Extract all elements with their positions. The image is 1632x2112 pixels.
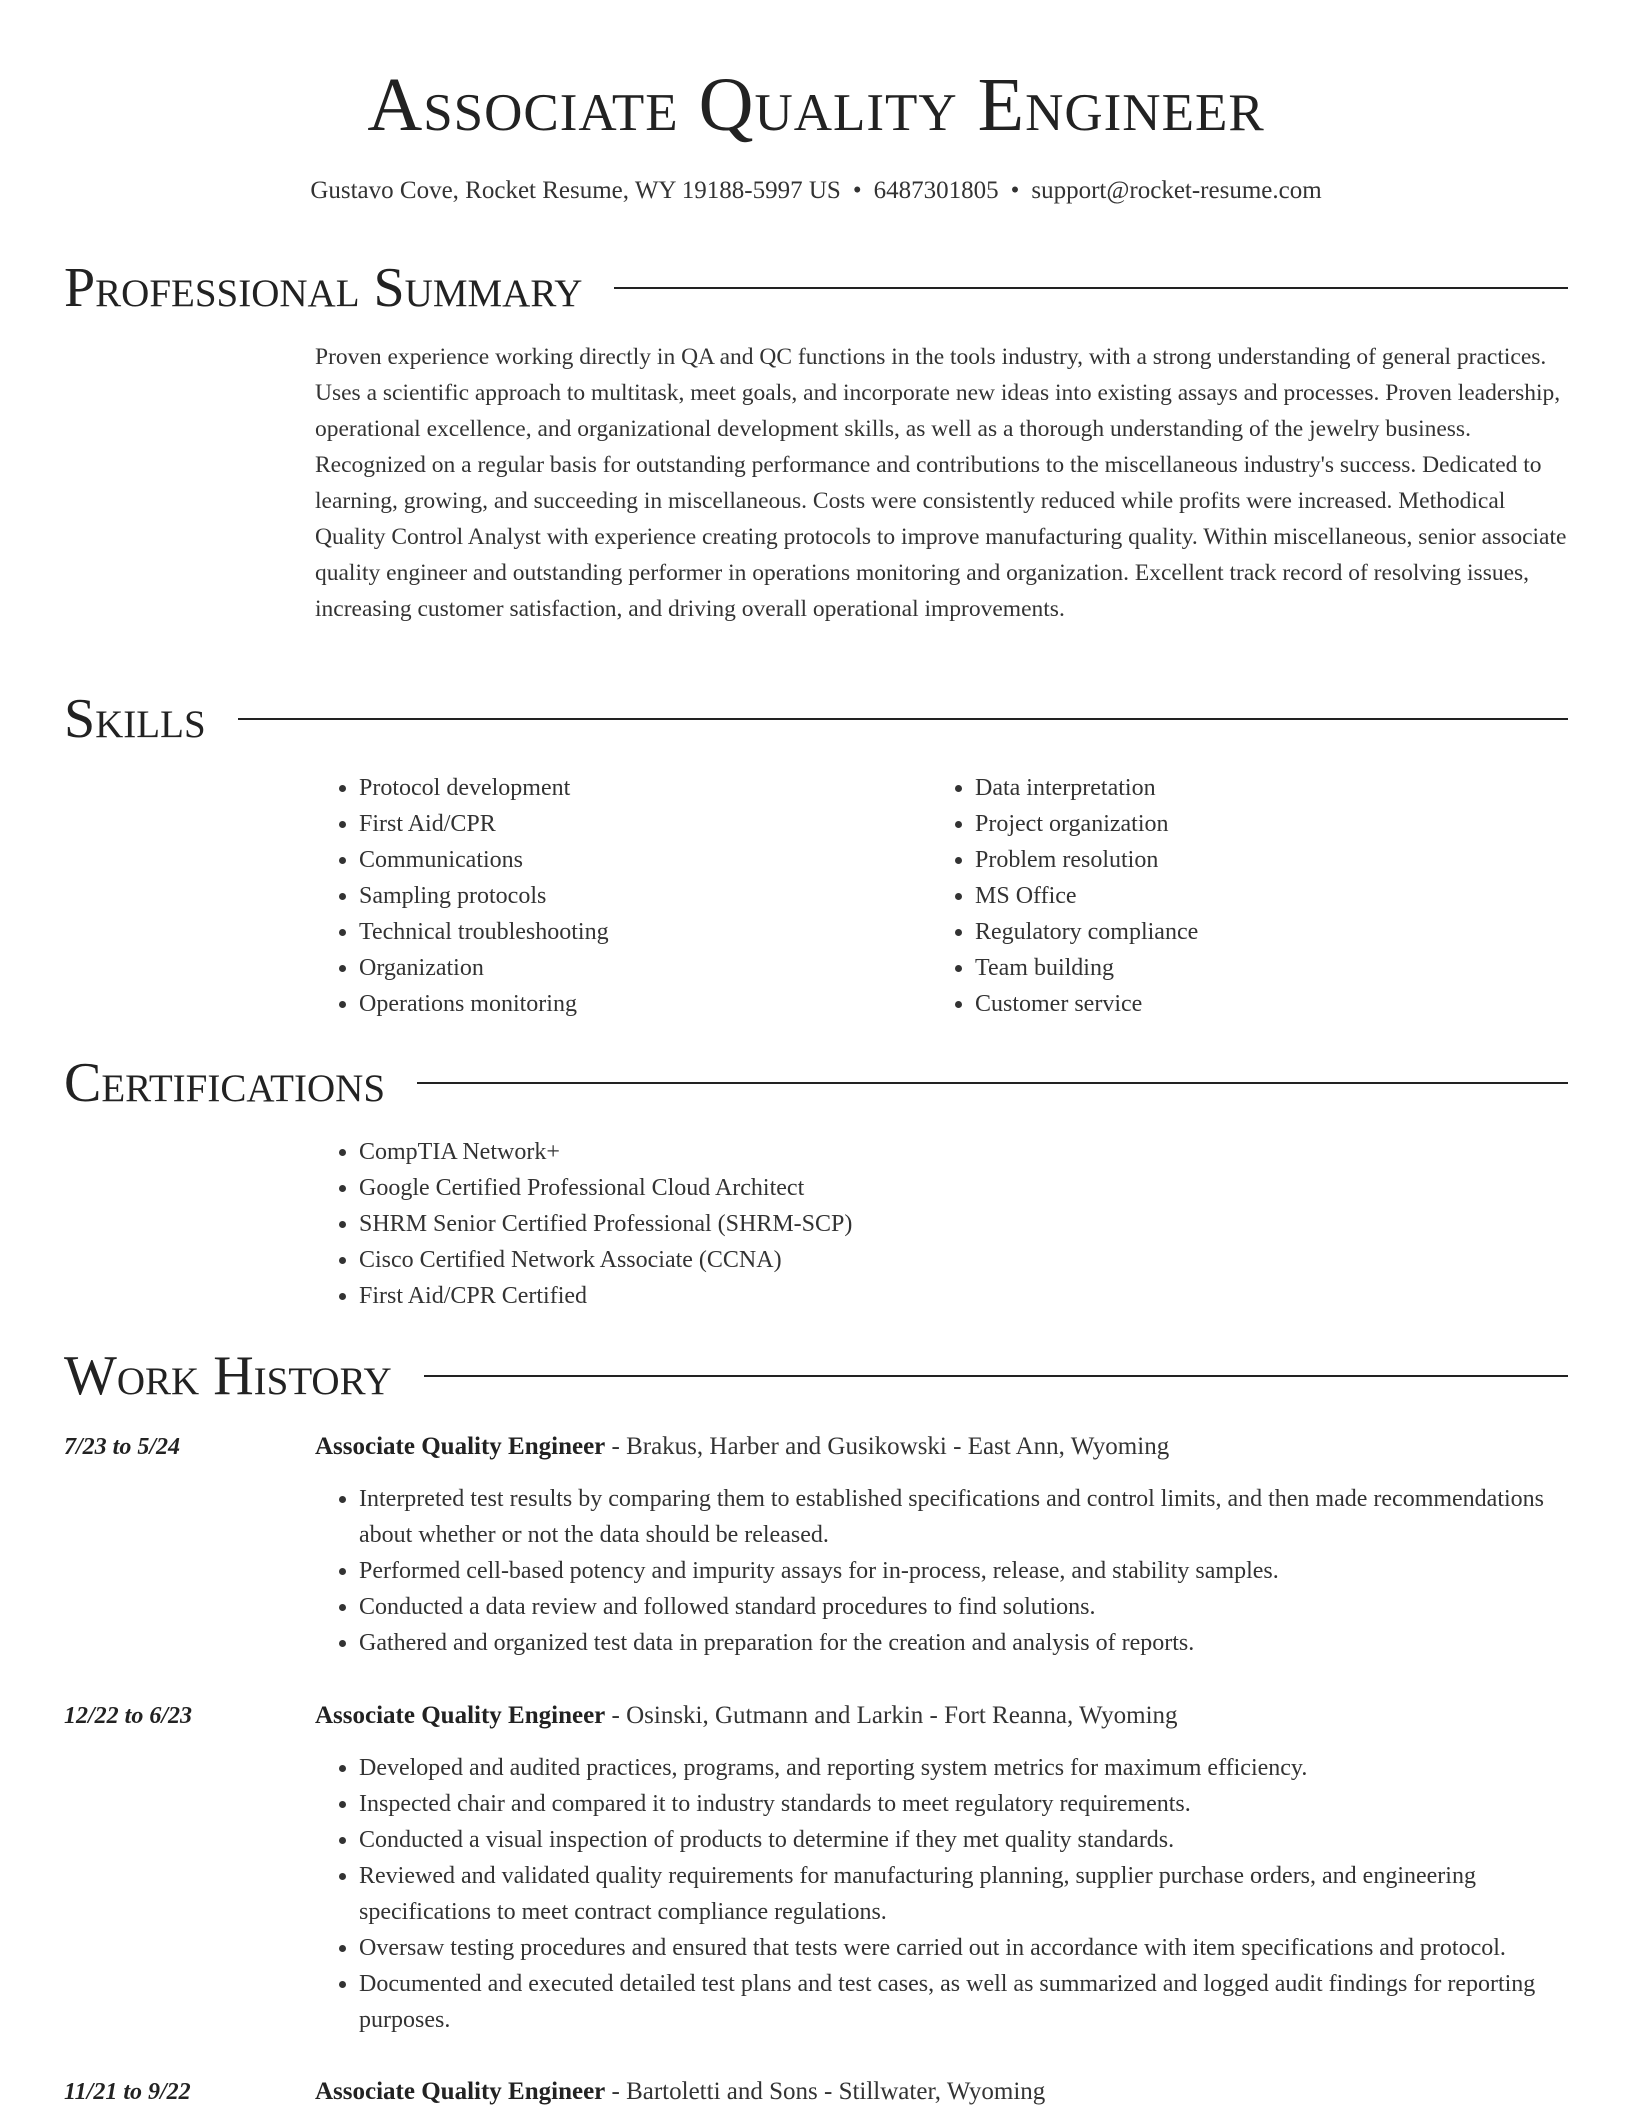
job-bullet: • Inspected chair and compared it to industry standards to meet regulatory requirements. (359, 1786, 1570, 1822)
job-title: Associate Quality Engineer (315, 2078, 606, 2105)
job-bullet: • Oversaw testing procedures and ensured that tests were carried out in accordance with item specifications and protocol. (359, 1930, 1570, 1966)
skill-item: • Team building (975, 950, 1531, 986)
summary-text: Proven experience working directly in QA and QC functions in the tools industry, with a strong understanding of general practices. Uses a scientific approach to multitask, meet goals, and incorporate new ideas into existing assays and processes. Proven leadership, operational excellence, and organizational development skills, as well as a thorough understanding of the jewelry business. Recognized on a regular basis for outstanding performance and contributions to the miscellaneous industry's success. Dedicated to learning, growing, and succeeding in miscellaneous. Costs were consistently reduced while profits were increased. Methodical Quality Control Analyst with experience creating protocols to improve manufacturing quality. Within miscellaneous, senior associate quality engineer and outstanding performer in operations monitoring and organization. Excellent track record of resolving issues, increasing customer satisfaction, and driving overall operational improvements. (315, 344, 1567, 622)
summary-heading: Professional Summary (64, 257, 583, 319)
certification-item: • CompTIA Network+ (359, 1134, 1570, 1170)
skill-item: • Project organization (975, 806, 1531, 842)
certifications-section-header (64, 1051, 1568, 1115)
job-company: - Osinski, Gutmann and Larkin - Fort Reanna, Wyoming (605, 1702, 1178, 1729)
skills-heading: Skills (64, 688, 206, 750)
job-bullet: • Performed cell-based potency and impurity assays for in-process, release, and stability samples. (359, 1553, 1570, 1589)
job-title: Associate Quality Engineer (315, 1433, 606, 1460)
summary-section-header (64, 256, 1568, 320)
section-rule (417, 1082, 1568, 1084)
job-dates: 11/21 to 9/22 (64, 2079, 191, 2105)
skill-item: • Regulatory compliance (975, 914, 1531, 950)
work-history-section-header (64, 1344, 1568, 1408)
certification-item: • First Aid/CPR Certified (359, 1278, 1570, 1314)
skill-item: • Sampling protocols (359, 878, 915, 914)
section-rule (614, 287, 1568, 289)
certifications-heading: Certifications (64, 1052, 386, 1114)
job-title-line (315, 1698, 1570, 1734)
skills-column-left (315, 770, 915, 1022)
skill-item: • Data interpretation (975, 770, 1531, 806)
skill-item: • Organization (359, 950, 915, 986)
skills-section-header (64, 687, 1568, 751)
job-bullet: • Conducted a visual inspection of products to determine if they met quality standards. (359, 1822, 1570, 1858)
job-bullet: • Reviewed and validated quality requirements for manufacturing planning, supplier purchase orders, and engineering specifications to meet contract compliance regulations. (359, 1858, 1570, 1930)
skills-column-right (931, 770, 1531, 1022)
job-title-line (315, 2074, 1570, 2110)
job-title: Associate Quality Engineer (315, 1702, 606, 1729)
skill-item: • First Aid/CPR (359, 806, 915, 842)
job-bullet: • Gathered and organized test data in preparation for the creation and analysis of reports. (359, 1625, 1570, 1661)
job-bullet: • Documented and executed detailed test plans and test cases, as well as summarized and logged audit findings for reporting purposes. (359, 1966, 1570, 2038)
contact-line (0, 174, 1632, 208)
certification-item: • Google Certified Professional Cloud Architect (359, 1170, 1570, 1206)
job-dates: 7/23 to 5/24 (64, 1434, 181, 1460)
contact-separator: • (852, 177, 862, 204)
job-company: - Brakus, Harber and Gusikowski - East Ann, Wyoming (605, 1433, 1170, 1460)
skill-item: • Communications (359, 842, 915, 878)
skill-item: • Protocol development (359, 770, 915, 806)
certifications-list (315, 1134, 1570, 1314)
certification-item: • SHRM Senior Certified Professional (SHRM-SCP) (359, 1206, 1570, 1242)
job-bullet: • Developed and audited practices, programs, and reporting system metrics for maximum efficiency. (359, 1750, 1570, 1786)
skill-item: • MS Office (975, 878, 1531, 914)
job-bullet: • Conducted a data review and followed standard procedures to find solutions. (359, 1589, 1570, 1625)
job-dates: 12/22 to 6/23 (64, 1703, 193, 1729)
work-history-heading: Work History (64, 1345, 392, 1407)
job-bullet: • Interpreted test results by comparing them to established specifications and control limits, and then made recommendations about whether or not the data should be released. (359, 1481, 1570, 1553)
contact-separator: • (1010, 177, 1020, 204)
skill-item: • Problem resolution (975, 842, 1531, 878)
skill-item: • Customer service (975, 986, 1531, 1022)
section-rule (424, 1375, 1568, 1377)
job-company: - Bartoletti and Sons - Stillwater, Wyoming (605, 2078, 1046, 2105)
resume-title: Associate Quality Engineer (367, 63, 1265, 147)
section-rule (238, 718, 1568, 720)
skill-item: • Technical troubleshooting (359, 914, 915, 950)
certification-item: • Cisco Certified Network Associate (CCNA) (359, 1242, 1570, 1278)
skill-item: • Operations monitoring (359, 986, 915, 1022)
job-title-line (315, 1429, 1570, 1465)
contact-phone: 6487301805 (873, 177, 999, 204)
contact-address: Gustavo Cove, Rocket Resume, WY 19188-5997 US (310, 177, 841, 204)
contact-email: support@rocket-resume.com (1031, 177, 1322, 204)
